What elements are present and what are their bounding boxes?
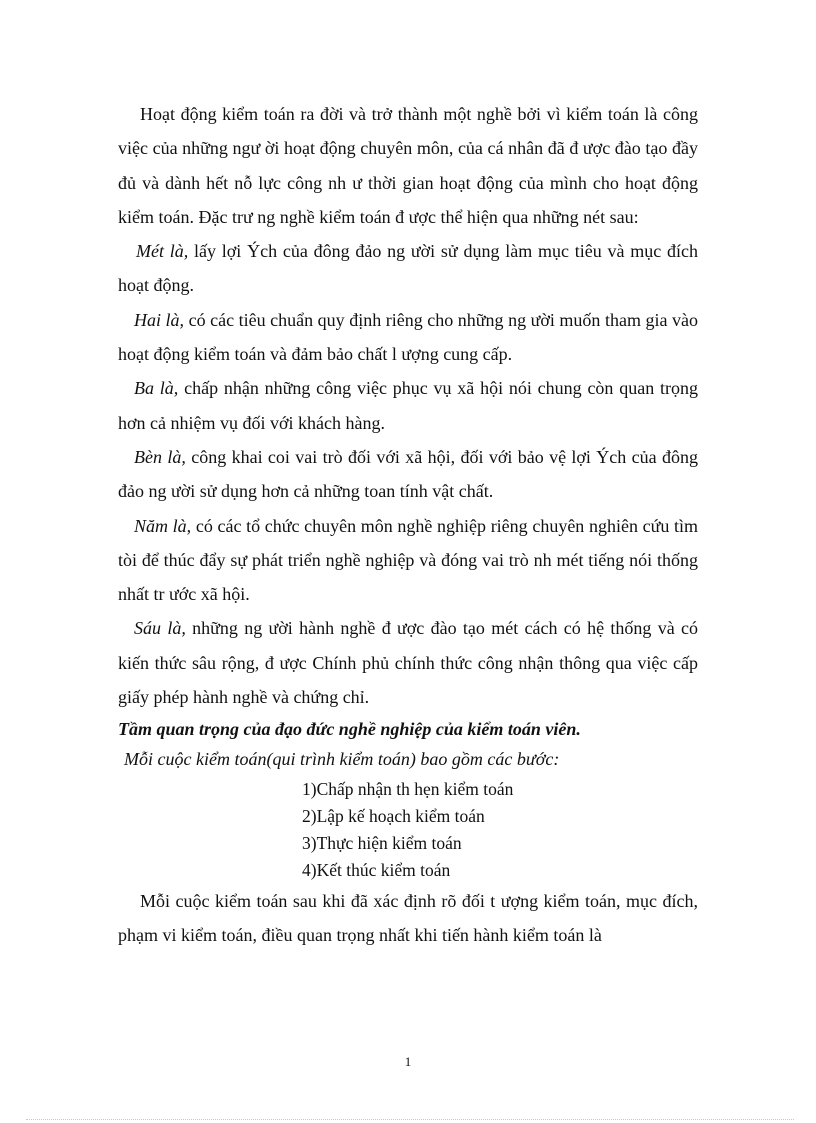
steps-intro: Mỗi cuộc kiểm toán(qui trình kiểm toán) bao gồm các bước: [124,749,560,770]
paragraph-closing: Mỗi cuộc kiểm toán sau khi đã xác định rõ đối t ượng kiểm toán, mục đích, phạm vi kiểm toán, điều quan trọng nhất khi tiến hành kiểm toán là [118,890,698,945]
step-item: 4)Kết thúc kiểm toán [302,859,451,880]
point-lead: Năm là, [134,515,192,536]
step-item: 1)Chấp nhận th hẹn kiểm toán [302,779,514,800]
point-lead: Sáu là, [134,618,186,639]
step-item: 2)Lập kế hoạch kiểm toán [302,806,485,827]
page-number: 1 [404,1054,412,1069]
point-text: những ng ười hành nghề đ ược đào tạo mét cách có hệ thống và có kiến thức sâu rộng, đ ược Chính phủ chính thức công nhận thông qua việc cấp giấy phép hành nghề và chứng chỉ. [118,618,698,708]
paragraph-text: Hoạt động kiểm toán ra đời và trở thành một nghề bởi vì kiểm toán là công việc của những ngư ời hoạt động chuyên môn, của cá nhân đã đ ược đào tạo đầy đủ và dành hết nỗ lực công nh ư thời gian hoạt động của mình cho hoạt động kiểm toán. Đặc trư ng nghề kiểm toán đ ược thể hiện qua những nét sau: [118,104,698,227]
section-heading: Tầm quan trọng của đạo đức nghề nghiệp của kiểm toán viên. [118,719,581,740]
point-lead: Mét là, [136,241,189,262]
point-text: lấy lợi Ých của đông đảo ng ười sử dụng làm mục tiêu và mục đích hoạt động. [118,241,698,296]
paragraph-point-2 [118,303,698,372]
body-text [118,97,698,952]
point-text: có các tiêu chuẩn quy định riêng cho những ng ười muốn tham gia vào hoạt động kiểm toán và đảm bảo chất l ượng cung cấp. [118,309,698,365]
point-lead: Bèn là, [134,446,186,467]
page-bottom-divider [26,1119,794,1120]
steps-list [118,776,698,883]
point-text: công khai coi vai trò đối với xã hội, đối với bảo vệ lợi Ých của đông đảo ng ười sử dụng hơn cả những toan tính vật chất. [118,446,698,502]
step-item: 3)Thực hiện kiểm toán [302,832,462,853]
paragraph-point-5 [118,509,698,612]
paragraph-point-6 [118,611,698,714]
point-lead: Hai là, [134,309,185,330]
point-text: có các tổ chức chuyên môn nghề nghiệp riêng chuyên nghiên cứu tìm tòi để thúc đẩy sự phát triển nghề nghiệp và đóng vai trò nh mét tiếng nói thống nhất tr ước xã hội. [118,515,698,605]
paragraph-point-4 [118,440,698,509]
paragraph-point-1 [118,234,698,303]
point-text: chấp nhận những công việc phục vụ xã hội nói chung còn quan trọng hơn cả nhiệm vụ đối với khách hàng. [118,378,699,433]
point-lead: Ba là, [134,378,179,399]
paragraph-intro [118,97,698,234]
paragraph-point-3 [118,371,698,440]
